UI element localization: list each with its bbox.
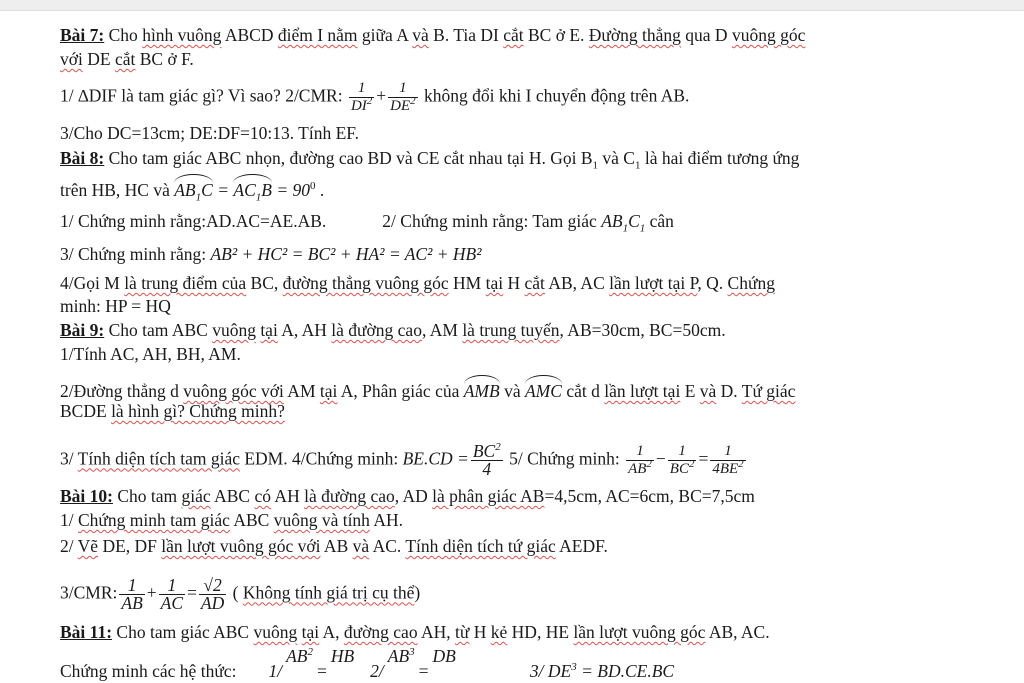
fraction-ab2: $AB^2$	[286, 646, 313, 666]
b9-question2-cont: BCDE là hình gì? Chứng minh?	[60, 401, 285, 421]
b7-question1-2: 1/ ∆DIF là tam giác gì? Vì sao? 2/CMR: $\frac{1}{DI^2}$ + $\frac{1}{DE^2}$ không đổi khi I chuyển động trên AB.	[60, 80, 690, 114]
b9-question3-4-5: 3/ Tính diện tích tam giác EDM. 4/Chứng minh: BE.CD = $\frac{BC^2}{4}$ 5/ Chứng minh: $\frac{1}{AB^2}$ − $\frac{1}{BC^2}$ = $\frac{1}{4BE^2}$	[60, 441, 744, 479]
b9-question1: 1/Tính AC, AH, BH, AM.	[60, 344, 241, 364]
fraction-hb: HB	[330, 646, 355, 666]
b9-heading: Bài 9:	[60, 320, 105, 340]
b9-line1: Bài 9: Cho tam ABC vuông tại A, AH là đường cao, AM là trung tuyến, AB=30cm, BC=50cm.	[60, 320, 726, 340]
fraction-bc2-over-4: $\frac{BC^2}{4}$	[472, 441, 501, 479]
fraction-1-over-ab: $\frac{1}{AB}$	[121, 575, 143, 613]
angle-ab1c: $AB_1C$	[174, 175, 213, 201]
angle-ac1b: $AC_1B$	[233, 175, 272, 201]
top-edge	[0, 0, 1024, 11]
angle-amc: AMC	[525, 376, 562, 402]
b10-line1: Bài 10: Cho tam giác ABC có AH là đường cao, AD là phân giác AB=4,5cm, AC=6cm, BC=7,5cm	[60, 486, 755, 506]
angle-amb: AMB	[464, 376, 500, 402]
fraction-1-over-di2: $\frac{1}{DI^2}$	[350, 80, 373, 114]
b10-question2: 2/ Vẽ DE, DF lần lượt vuông góc với AB và AC. Tính diện tích tứ giác AEDF.	[60, 536, 608, 556]
b8-line1: Bài 8: Cho tam giác ABC nhọn, đường cao BD và CE cắt nhau tại H. Gọi $B_1$ và $C_1$ là hai điểm tương ứng	[60, 148, 800, 172]
b7-heading: Bài 7:	[60, 25, 105, 45]
b7-line2: với DE cắt BC ở F.	[60, 49, 194, 69]
b8-question4: 4/Gọi M là trung điểm của BC, đường thẳng vuông góc HM tại H cắt AB, AC lần lượt tại P, Q. Chứng	[60, 273, 775, 293]
fraction-1-over-ab2: $\frac{1}{AB^2}$	[628, 443, 652, 477]
b11-heading: Bài 11:	[60, 622, 113, 642]
fraction-db: DB	[432, 646, 456, 666]
b10-heading: Bài 10:	[60, 486, 113, 506]
fraction-1-over-ac: $\frac{1}{AC}$	[160, 575, 184, 613]
fraction-1-over-bc2: $\frac{1}{BC^2}$	[669, 443, 695, 477]
b7-line1: Bài 7: Cho hình vuông ABCD điểm I nằm giữa A và B. Tia DI cắt BC ở E. Đường thẳng qua D vuông góc	[60, 25, 806, 45]
fraction-ab3: $AB^3$	[387, 646, 415, 666]
fraction-sqrt2-over-ad: $\frac{√2}{AD}$	[200, 575, 225, 613]
b10-question1: 1/ Chứng minh tam giác ABC vuông và tính AH.	[60, 510, 403, 530]
b8-question4-cont: minh: HP = HQ	[60, 296, 171, 316]
b8-question1-2: 1/ Chứng minh rằng:AD.AC=AE.AB. 2/ Chứng minh rằng: Tam giác $AB_1C_1$ cân	[60, 211, 674, 235]
b11-line1: Bài 11: Cho tam giác ABC vuông tại A, đường cao AH, từ H kẻ HD, HE lần lượt vuông góc AB, AC.	[60, 622, 770, 642]
fraction-1-over-4be2: $\frac{1}{4BE^2}$	[712, 443, 744, 477]
b11-line2: Chứng minh các hệ thức: 1/ $AB^2$ = HB 2/ $AB^3$ = DB 3/ $DE^3 = BD.CE.BC$	[60, 646, 675, 681]
b8-heading: Bài 8:	[60, 148, 105, 168]
b10-question3: 3/CMR: $\frac{1}{AB}$ + $\frac{1}{AC}$ = $\frac{√2}{AD}$ ( Không tính giá trị cụ thể)	[60, 575, 421, 613]
fraction-1-over-de2: $\frac{1}{DE^2}$	[390, 80, 416, 114]
b8-line2: trên HB, HC và $AB_1C = AC_1B = 90^0$ .	[60, 175, 324, 201]
b8-question3: 3/ Chứng minh rằng: AB² + HC² = BC² + HA² = AC² + HB²	[60, 244, 482, 264]
b9-question2: 2/Đường thẳng d vuông góc với AM tại A, Phân giác của AMB và AMC cắt d lần lượt tại E và D. Tứ giác	[60, 376, 795, 402]
b7-question3: 3/Cho DC=13cm; DE:DF=10:13. Tính EF.	[60, 123, 360, 143]
